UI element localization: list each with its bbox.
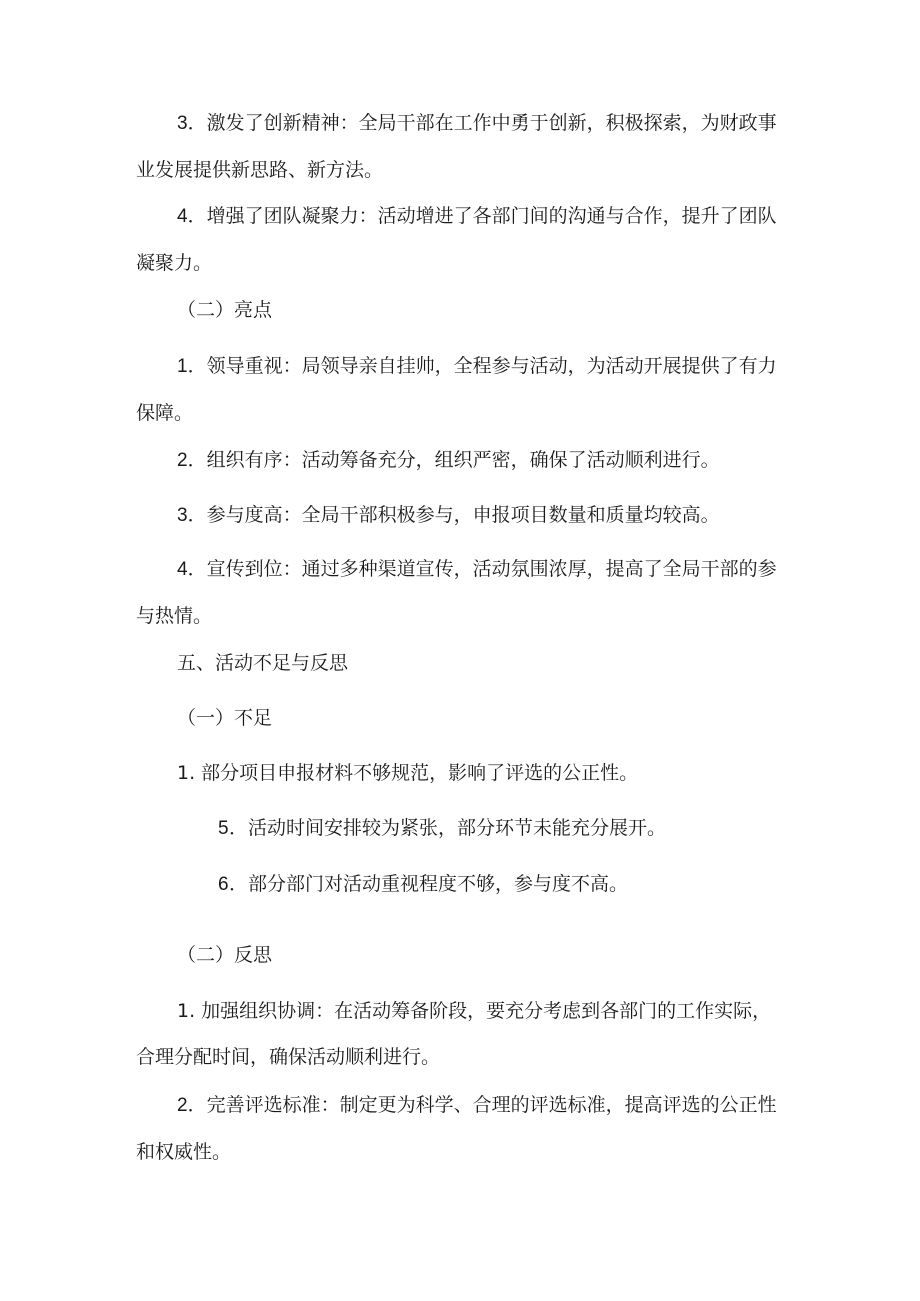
paragraph-coordination: 1. 加强组织协调：在活动筹备阶段，要充分考虑到各部门的工作实际，合理分配时间，确保活动顺利进行。 — [136, 1000, 772, 1068]
paragraph-team-cohesion: 4．增强了团队凝聚力：活动增进了各部门间的沟通与合作，提升了团队凝聚力。 — [136, 205, 777, 274]
paragraph-department-attention: 6．部分部门对活动重视程度不够，参与度不高。 — [218, 873, 629, 895]
heading-highlights: （二）亮点 — [177, 299, 273, 321]
paragraph-organization: 2．组织有序：活动筹备充分，组织严密，确保了活动顺利进行。 — [177, 449, 720, 471]
heading-reflection: （二）反思 — [177, 944, 273, 966]
paragraph-publicity: 4．宣传到位：通过多种渠道宣传，活动氛围浓厚，提高了全局干部的参与热情。 — [136, 558, 777, 627]
heading-shortcomings-reflection: 五、活动不足与反思 — [177, 652, 349, 674]
paragraph-innovation: 3．激发了创新精神：全局干部在工作中勇于创新，积极探索，为财政事业发展提供新思路、新方法。 — [136, 112, 777, 181]
paragraph-time-schedule: 5．活动时间安排较为紧张，部分环节未能充分展开。 — [218, 817, 667, 839]
paragraph-materials: 1. 部分项目申报材料不够规范，影响了评选的公正性。 — [177, 762, 639, 784]
heading-shortcomings: （一）不足 — [177, 707, 273, 729]
paragraph-leadership: 1．领导重视：局领导亲自挂帅，全程参与活动，为活动开展提供了有力保障。 — [136, 355, 777, 424]
paragraph-evaluation-standards: 2．完善评选标准：制定更为科学、合理的评选标准，提高评选的公正性和权威性。 — [136, 1094, 777, 1163]
paragraph-participation: 3．参与度高：全局干部积极参与，申报项目数量和质量均较高。 — [177, 504, 720, 526]
